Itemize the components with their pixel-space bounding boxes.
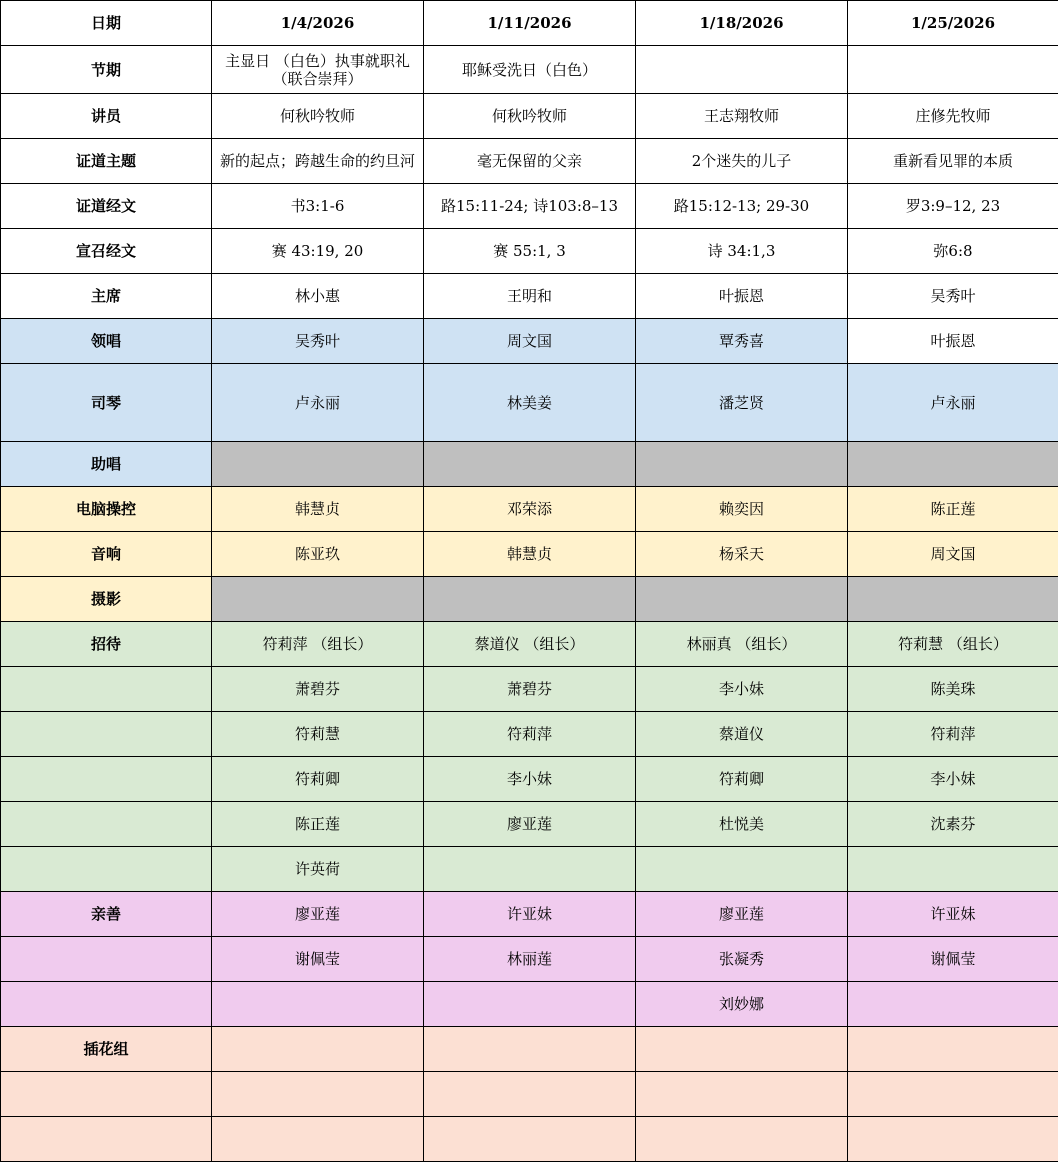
table-row (1, 892, 1058, 937)
table-cell[interactable]: 路15:11-24; 诗103:8–13 (424, 184, 636, 229)
row-label[interactable] (1, 802, 212, 847)
table-cell[interactable]: 李小妹 (424, 757, 636, 802)
table-row (1, 757, 1058, 802)
date-cell[interactable]: 1/18/2026 (636, 1, 848, 46)
table-cell[interactable]: 诗 34:1,3 (636, 229, 848, 274)
date-header-label[interactable]: 日期 (1, 1, 212, 46)
row-label[interactable]: 司琴 (1, 364, 212, 442)
row-label[interactable]: 节期 (1, 46, 212, 94)
table-cell[interactable] (212, 442, 424, 487)
table-cell[interactable]: 吴秀叶 (848, 274, 1058, 319)
table-cell[interactable]: 卢永丽 (848, 364, 1058, 442)
table-row (1, 274, 1058, 319)
table-cell[interactable]: 毫无保留的父亲 (424, 139, 636, 184)
table-cell[interactable]: 书3:1-6 (212, 184, 424, 229)
table-cell[interactable]: 李小妹 (636, 667, 848, 712)
table-cell[interactable]: 张凝秀 (636, 937, 848, 982)
row-label[interactable] (1, 1072, 212, 1117)
table-cell[interactable]: 叶振恩 (636, 274, 848, 319)
table-cell[interactable]: 符莉萍 （组长） (212, 622, 424, 667)
table-row (1, 532, 1058, 577)
table-cell[interactable]: 廖亚莲 (212, 892, 424, 937)
table-cell[interactable]: 李小妹 (848, 757, 1058, 802)
table-cell[interactable] (212, 982, 424, 1027)
table-cell[interactable]: 符莉萍 (424, 712, 636, 757)
table-cell[interactable]: 韩慧贞 (212, 487, 424, 532)
row-label[interactable]: 插花组 (1, 1027, 212, 1072)
table-row (1, 667, 1058, 712)
table-cell[interactable] (848, 577, 1058, 622)
row-label[interactable] (1, 847, 212, 892)
table-cell[interactable] (424, 1027, 636, 1072)
table-cell[interactable]: 谢佩莹 (212, 937, 424, 982)
table-cell[interactable] (848, 1072, 1058, 1117)
table-cell[interactable] (636, 1117, 848, 1162)
table-cell[interactable]: 符莉慧 (212, 712, 424, 757)
table-cell[interactable]: 卢永丽 (212, 364, 424, 442)
row-label[interactable]: 主席 (1, 274, 212, 319)
table-row (1, 442, 1058, 487)
table-cell[interactable]: 萧碧芬 (424, 667, 636, 712)
table-cell[interactable]: 吴秀叶 (212, 319, 424, 364)
row-label[interactable]: 音响 (1, 532, 212, 577)
row-label[interactable]: 摄影 (1, 577, 212, 622)
table-cell[interactable]: 林小惠 (212, 274, 424, 319)
row-label[interactable]: 领唱 (1, 319, 212, 364)
table-cell[interactable]: 林丽莲 (424, 937, 636, 982)
table-row (1, 982, 1058, 1027)
table-row (1, 847, 1058, 892)
table-cell[interactable]: 许英荷 (212, 847, 424, 892)
table-row (1, 1117, 1058, 1162)
table-cell[interactable]: 谢佩莹 (848, 937, 1058, 982)
table-cell[interactable]: 符莉卿 (212, 757, 424, 802)
table-cell[interactable]: 主显日 （白色）执事就职礼（联合崇拜） (212, 46, 424, 94)
table-row (1, 937, 1058, 982)
date-cell[interactable]: 1/4/2026 (212, 1, 424, 46)
table-cell[interactable] (212, 577, 424, 622)
table-cell[interactable] (424, 982, 636, 1027)
row-label[interactable]: 电脑操控 (1, 487, 212, 532)
table-row (1, 622, 1058, 667)
table-row (1, 94, 1058, 139)
table-cell[interactable] (848, 46, 1058, 94)
table-cell[interactable]: 潘芝贤 (636, 364, 848, 442)
table-cell[interactable] (424, 1072, 636, 1117)
table-cell[interactable]: 新的起点；跨越生命的约旦河 (212, 139, 424, 184)
table-cell[interactable] (636, 46, 848, 94)
table-cell[interactable]: 萧碧芬 (212, 667, 424, 712)
date-cell[interactable]: 1/11/2026 (424, 1, 636, 46)
table-cell[interactable]: 林美姜 (424, 364, 636, 442)
table-cell[interactable] (636, 442, 848, 487)
row-label[interactable]: 宣召经文 (1, 229, 212, 274)
row-label[interactable]: 证道经文 (1, 184, 212, 229)
table-cell[interactable]: 何秋吟牧师 (424, 94, 636, 139)
table-cell[interactable]: 叶振恩 (848, 319, 1058, 364)
table-cell[interactable] (848, 442, 1058, 487)
table-cell[interactable]: 许亚妹 (848, 892, 1058, 937)
row-label[interactable] (1, 712, 212, 757)
table-cell[interactable]: 邓荣添 (424, 487, 636, 532)
table-cell[interactable]: 重新看见罪的本质 (848, 139, 1058, 184)
table-cell[interactable]: 杜悦美 (636, 802, 848, 847)
table-cell[interactable] (424, 1117, 636, 1162)
row-label[interactable]: 讲员 (1, 94, 212, 139)
table-cell[interactable]: 陈正莲 (848, 487, 1058, 532)
header-row (1, 1, 1058, 46)
table-cell[interactable] (848, 1027, 1058, 1072)
table-cell[interactable]: 何秋吟牧师 (212, 94, 424, 139)
table-cell[interactable]: 廖亚莲 (636, 892, 848, 937)
table-cell[interactable] (424, 847, 636, 892)
table-cell[interactable]: 刘妙娜 (636, 982, 848, 1027)
table-cell[interactable]: 2个迷失的儿子 (636, 139, 848, 184)
table-row (1, 577, 1058, 622)
table-cell[interactable]: 符莉萍 (848, 712, 1058, 757)
table-row (1, 319, 1058, 364)
table-cell[interactable]: 庄修先牧师 (848, 94, 1058, 139)
table-cell[interactable]: 陈亚玖 (212, 532, 424, 577)
table-row (1, 364, 1058, 442)
table-cell[interactable] (212, 1117, 424, 1162)
row-label[interactable]: 助唱 (1, 442, 212, 487)
table-cell[interactable]: 王志翔牧师 (636, 94, 848, 139)
table-cell[interactable] (848, 982, 1058, 1027)
table-row (1, 487, 1058, 532)
row-label[interactable] (1, 982, 212, 1027)
table-cell[interactable]: 沈素芬 (848, 802, 1058, 847)
row-label[interactable] (1, 1117, 212, 1162)
table-cell[interactable]: 符莉慧 （组长） (848, 622, 1058, 667)
table-cell[interactable]: 周文国 (424, 319, 636, 364)
table-cell[interactable]: 王明和 (424, 274, 636, 319)
table-cell[interactable] (636, 1072, 848, 1117)
table-cell[interactable] (636, 1027, 848, 1072)
table-cell[interactable]: 赛 43:19, 20 (212, 229, 424, 274)
table-row (1, 712, 1058, 757)
table-cell[interactable] (848, 847, 1058, 892)
table-row (1, 184, 1058, 229)
table-row (1, 139, 1058, 184)
table-cell[interactable] (636, 847, 848, 892)
table-cell[interactable]: 廖亚莲 (424, 802, 636, 847)
table-row (1, 46, 1058, 94)
table-cell[interactable]: 赛 55:1, 3 (424, 229, 636, 274)
table-cell[interactable]: 弥6:8 (848, 229, 1058, 274)
table-cell[interactable] (424, 442, 636, 487)
table-row (1, 1072, 1058, 1117)
table-row (1, 229, 1058, 274)
table-cell[interactable]: 蔡道仪 (636, 712, 848, 757)
row-label[interactable] (1, 667, 212, 712)
row-label[interactable]: 证道主题 (1, 139, 212, 184)
table-cell[interactable] (424, 577, 636, 622)
row-label[interactable]: 亲善 (1, 892, 212, 937)
table-cell[interactable]: 林丽真 （组长） (636, 622, 848, 667)
table-cell[interactable]: 覃秀喜 (636, 319, 848, 364)
table-cell[interactable]: 赖奕因 (636, 487, 848, 532)
row-label[interactable] (1, 937, 212, 982)
row-label[interactable] (1, 757, 212, 802)
table-cell[interactable] (848, 1117, 1058, 1162)
table-cell[interactable] (212, 1072, 424, 1117)
table-cell[interactable]: 杨采天 (636, 532, 848, 577)
table-row (1, 802, 1058, 847)
table-cell[interactable]: 韩慧贞 (424, 532, 636, 577)
table-cell[interactable]: 路15:12-13; 29-30 (636, 184, 848, 229)
table-cell[interactable]: 蔡道仪 （组长） (424, 622, 636, 667)
table-cell[interactable]: 周文国 (848, 532, 1058, 577)
row-label[interactable]: 招待 (1, 622, 212, 667)
table-cell[interactable] (636, 577, 848, 622)
table-cell[interactable]: 罗3:9–12, 23 (848, 184, 1058, 229)
table-cell[interactable]: 耶稣受洗日（白色） (424, 46, 636, 94)
date-cell[interactable]: 1/25/2026 (848, 1, 1058, 46)
table-row (1, 1027, 1058, 1072)
table-cell[interactable]: 许亚妹 (424, 892, 636, 937)
table-cell[interactable] (212, 1027, 424, 1072)
table-cell[interactable]: 符莉卿 (636, 757, 848, 802)
table-cell[interactable]: 陈正莲 (212, 802, 424, 847)
table-cell[interactable]: 陈美珠 (848, 667, 1058, 712)
